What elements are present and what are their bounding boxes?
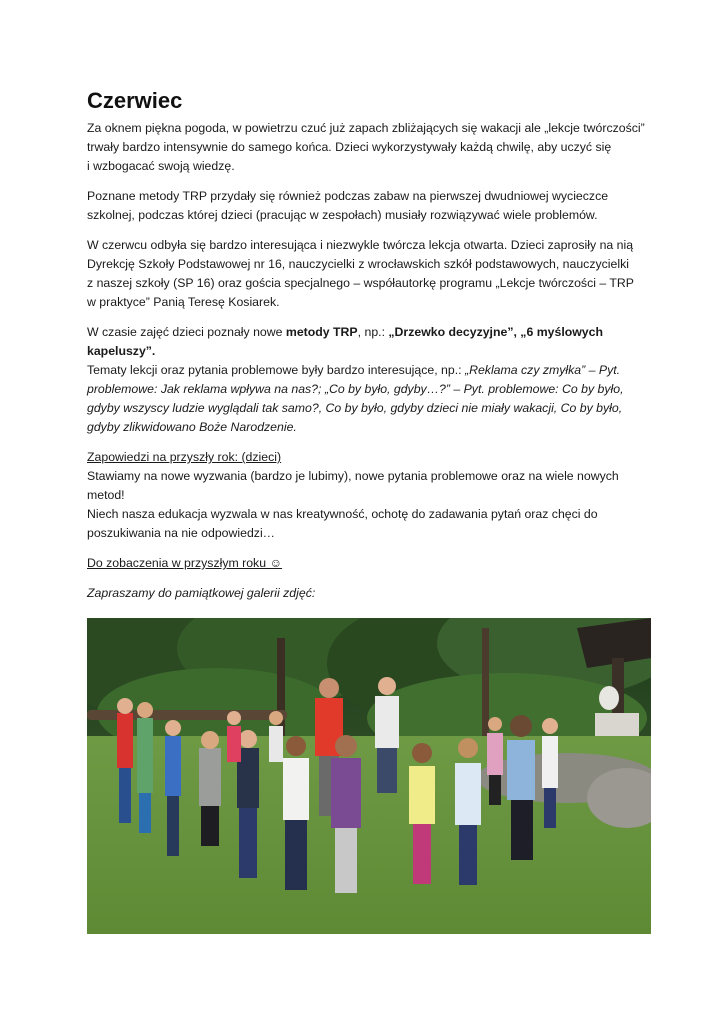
text-line: Niech nasza edukacja wyzwala w nas kreatywność, ochotę do zadawania pytań oraz chęci do bbox=[87, 507, 598, 521]
text-line: Za oknem piękna pogoda, w powietrzu czuć już zapach zbliżających się wakacji ale „lekcje twórczości” bbox=[87, 121, 645, 135]
italic-run: gdyby zlikwidowano Boże Narodzenie. bbox=[87, 420, 297, 434]
paragraph-intro bbox=[87, 119, 647, 176]
paragraph-trip bbox=[87, 187, 647, 225]
text-line: poszukiwania na nie odpowiedzi… bbox=[87, 526, 275, 540]
text-line: z naszej szkoły (SP 16) oraz gościa specjalnego – współautorkę programu „Lekcje twórczości – TRP bbox=[87, 276, 635, 290]
gallery-invite bbox=[87, 584, 647, 603]
text-run: W czasie zajęć dzieci poznały nowe bbox=[87, 325, 286, 339]
text-line: Stawiamy na nowe wyzwania (bardzo je lubimy), nowe pytania problemowe oraz na wiele nowych bbox=[87, 469, 619, 483]
photo-illustration bbox=[87, 618, 651, 934]
text-run: , np.: bbox=[357, 325, 389, 339]
closing-text: Do zobaczenia w przyszłym roku ☺ bbox=[87, 556, 283, 570]
italic-run: Zapraszamy do pamiątkowej galerii zdjęć: bbox=[87, 586, 316, 600]
section-heading: Zapowiedzi na przyszły rok: (dzieci) bbox=[87, 450, 282, 464]
text-line: w praktyce” Panią Teresę Kosiarek. bbox=[87, 295, 280, 309]
text-line: metod! bbox=[87, 488, 125, 502]
text-run: Tematy lekcji oraz pytania problemowe były bardzo interesujące, np.: bbox=[87, 363, 465, 377]
paragraph-open-lesson bbox=[87, 236, 647, 312]
italic-run: problemowe: Jak reklama wpływa na nas?; „Co by było, gdyby…?” – Pyt. problemowe: Co by było, bbox=[87, 382, 624, 396]
text-line bbox=[87, 399, 647, 418]
text-line: trwały bardzo intensywnie do samego końca. Dzieci wykorzystywały każdą chwilę, aby uczyć się bbox=[87, 140, 612, 154]
paragraph-methods bbox=[87, 323, 647, 437]
text-line bbox=[87, 418, 647, 437]
text-line bbox=[87, 342, 647, 361]
page-title: Czerwiec bbox=[87, 88, 183, 113]
text-line: W czerwcu odbyła się bardzo interesująca i niezwykle twórcza lekcja otwarta. Dzieci zaprosiły na nią bbox=[87, 238, 634, 252]
group-photo bbox=[87, 618, 651, 934]
text-line bbox=[87, 380, 647, 399]
italic-run: „Reklama czy zmyłka” – Pyt. bbox=[464, 363, 621, 377]
bold-run: metody TRP bbox=[285, 325, 358, 339]
italic-run: gdyby wszyscy ludzie wyglądali tak samo?, Co by było, gdyby dzieci nie miały wakacji, Co by było, bbox=[87, 401, 623, 415]
text-line bbox=[87, 361, 647, 380]
document-content bbox=[87, 86, 647, 614]
text-line bbox=[87, 323, 647, 342]
bold-run: kapeluszy”. bbox=[87, 344, 156, 358]
bold-run: „Drzewko decyzyjne”, „6 myślowych bbox=[388, 325, 604, 339]
text-line: szkolnej, podczas której dzieci (pracując w zespołach) musiały rozwiązywać wiele problemów. bbox=[87, 208, 598, 222]
text-line: Poznane metody TRP przydały się również podczas zabaw na pierwszej dwudniowej wycieczce bbox=[87, 189, 609, 203]
text-line: i wzbogacać swoją wiedzę. bbox=[87, 159, 235, 173]
paragraph-gallery bbox=[87, 584, 647, 603]
text-line: Dyrekcję Szkoły Podstawowej nr 16, nauczycielki z wrocławskich szkół podstawowych, nauczycielki bbox=[87, 257, 629, 271]
paragraph-next-year bbox=[87, 448, 647, 543]
paragraph-closing bbox=[87, 554, 647, 573]
